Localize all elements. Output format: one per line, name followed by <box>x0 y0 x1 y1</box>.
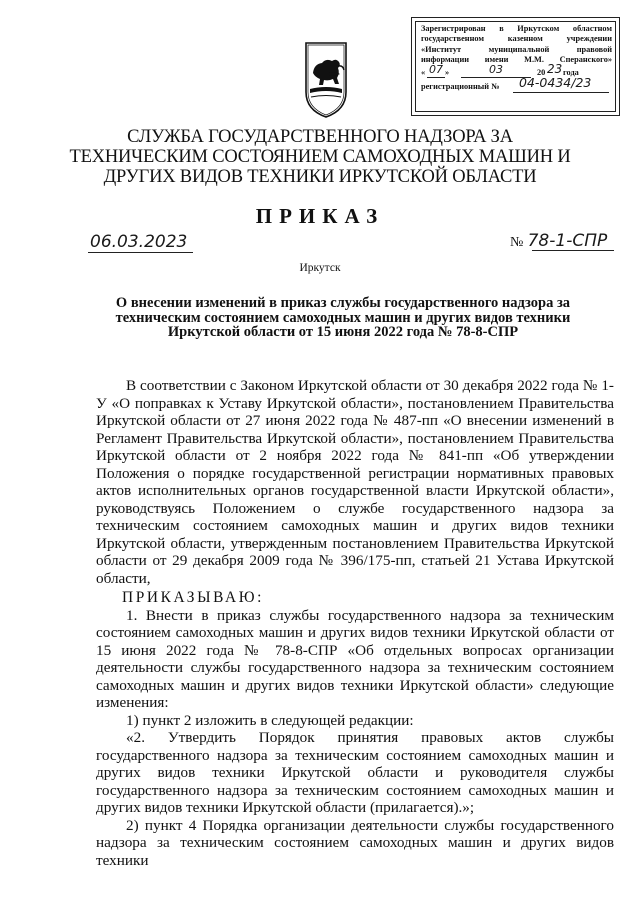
stamp-date-open-quote: « <box>421 67 426 77</box>
order-number-prefix: № <box>510 235 524 250</box>
stamp-reg-number: 04-0434/23 <box>519 74 592 90</box>
stamp-registration <box>421 74 612 93</box>
order-word: ПРИКАЗЫВАЮ: <box>122 589 265 606</box>
stamp-reg-label: регистрационный № <box>421 81 500 91</box>
number-underline <box>532 250 614 251</box>
subitem-2-paragraph: 2) пункт 4 Порядка организации деятельности службы государственного надзора за техническим состоянием самоходных машин и других видов техники <box>96 816 614 869</box>
stamp-line-2: государственном казенном учреждении <box>421 34 612 44</box>
coat-of-arms <box>302 40 350 120</box>
stamp-date-year: 23 <box>547 61 563 76</box>
stamp-date-month: 03 <box>489 62 503 76</box>
quoted-item-2-paragraph: «2. Утвердить Порядок принятия правовых актов службы государственного надзора за техническим состоянием самоходных машин и других видов техники Иркутской области и руководителя службы государственного надзора за техническим состоянием самоходных машин и других видов техники Иркутской области (прилагается).»; <box>96 729 614 816</box>
order-date: 06.03.2023 <box>90 232 188 252</box>
stamp-date-close-quote: » <box>445 67 450 77</box>
stamp-date-day: 07 <box>429 62 443 76</box>
order-subject: О внесении изменений в приказ службы государственного надзора за техническим состоянием самоходных машин и других видов техники Иркутской области от 15 июня 2022 года № 78-8-СПР <box>115 295 571 340</box>
item-1-paragraph: 1. Внести в приказ службы государственного надзора за техническим состоянием самоходных машин и других видов техники Иркутской области от 15 июня 2022 года № 78-8-СПР «Об отдельных вопросах организации деятельности службы государственного надзора за техническим состоянием самоходных машин и других видов техники Иркутской области» следующие изменения: <box>96 606 614 711</box>
document-body <box>96 377 614 869</box>
stamp-line-4: информации имени М.М. Сперанского» <box>421 55 612 65</box>
registration-stamp <box>411 17 620 116</box>
subitem-1-paragraph: 1) пункт 2 изложить в следующей редакции: <box>126 711 414 729</box>
stamp-date-suffix: года <box>563 67 579 77</box>
coat-of-arms-icon <box>302 40 350 120</box>
preamble-paragraph: В соответствии с Законом Иркутской области от 30 декабря 2022 года № 1-У «О поправках к Уставу Иркутской области», постановлением Правительства Иркутской области от 27 июня 2022 года № 487-пп «О внесении изменений в Регламент Правительства Иркутской области», постановлением Правительства Иркутской области от 2 ноября 2022 года № 841-пп «Об утверждении Положения о порядке государственной регистрации нормативных правовых актов исполнительных органов государственной власти Иркутской области», руководствуясь Положением о службе государственного надзора за техническим состоянием самоходных машин и других видов техники Иркутской области, утвержденным постановлением Правительства Иркутской области от 29 декабря 2009 года № 396/175-пп, статьей 21 Устава Иркутской области, <box>96 377 614 587</box>
stamp-line-1: Зарегистрирован в Иркутском областном <box>421 24 612 33</box>
date-underline <box>88 252 193 253</box>
order-number-value: 78-1-СПР <box>527 231 608 251</box>
organization-name: СЛУЖБА ГОСУДАРСТВЕННОГО НАДЗОРА ЗА ТЕХНИЧЕСКИМ СОСТОЯНИЕМ САМОХОДНЫХ МАШИН И ДРУГИХ ВИДОВ ТЕХНИКИ ИРКУТСКОЙ ОБЛАСТИ <box>69 127 571 187</box>
order-number <box>510 231 607 251</box>
stamp-line-3: «Институт муниципальной правовой <box>421 44 612 54</box>
document-type-title: ПРИКАЗ <box>255 204 385 228</box>
city: Иркутск <box>299 262 341 274</box>
stamp-date-year-prefix: 20 <box>537 67 546 77</box>
